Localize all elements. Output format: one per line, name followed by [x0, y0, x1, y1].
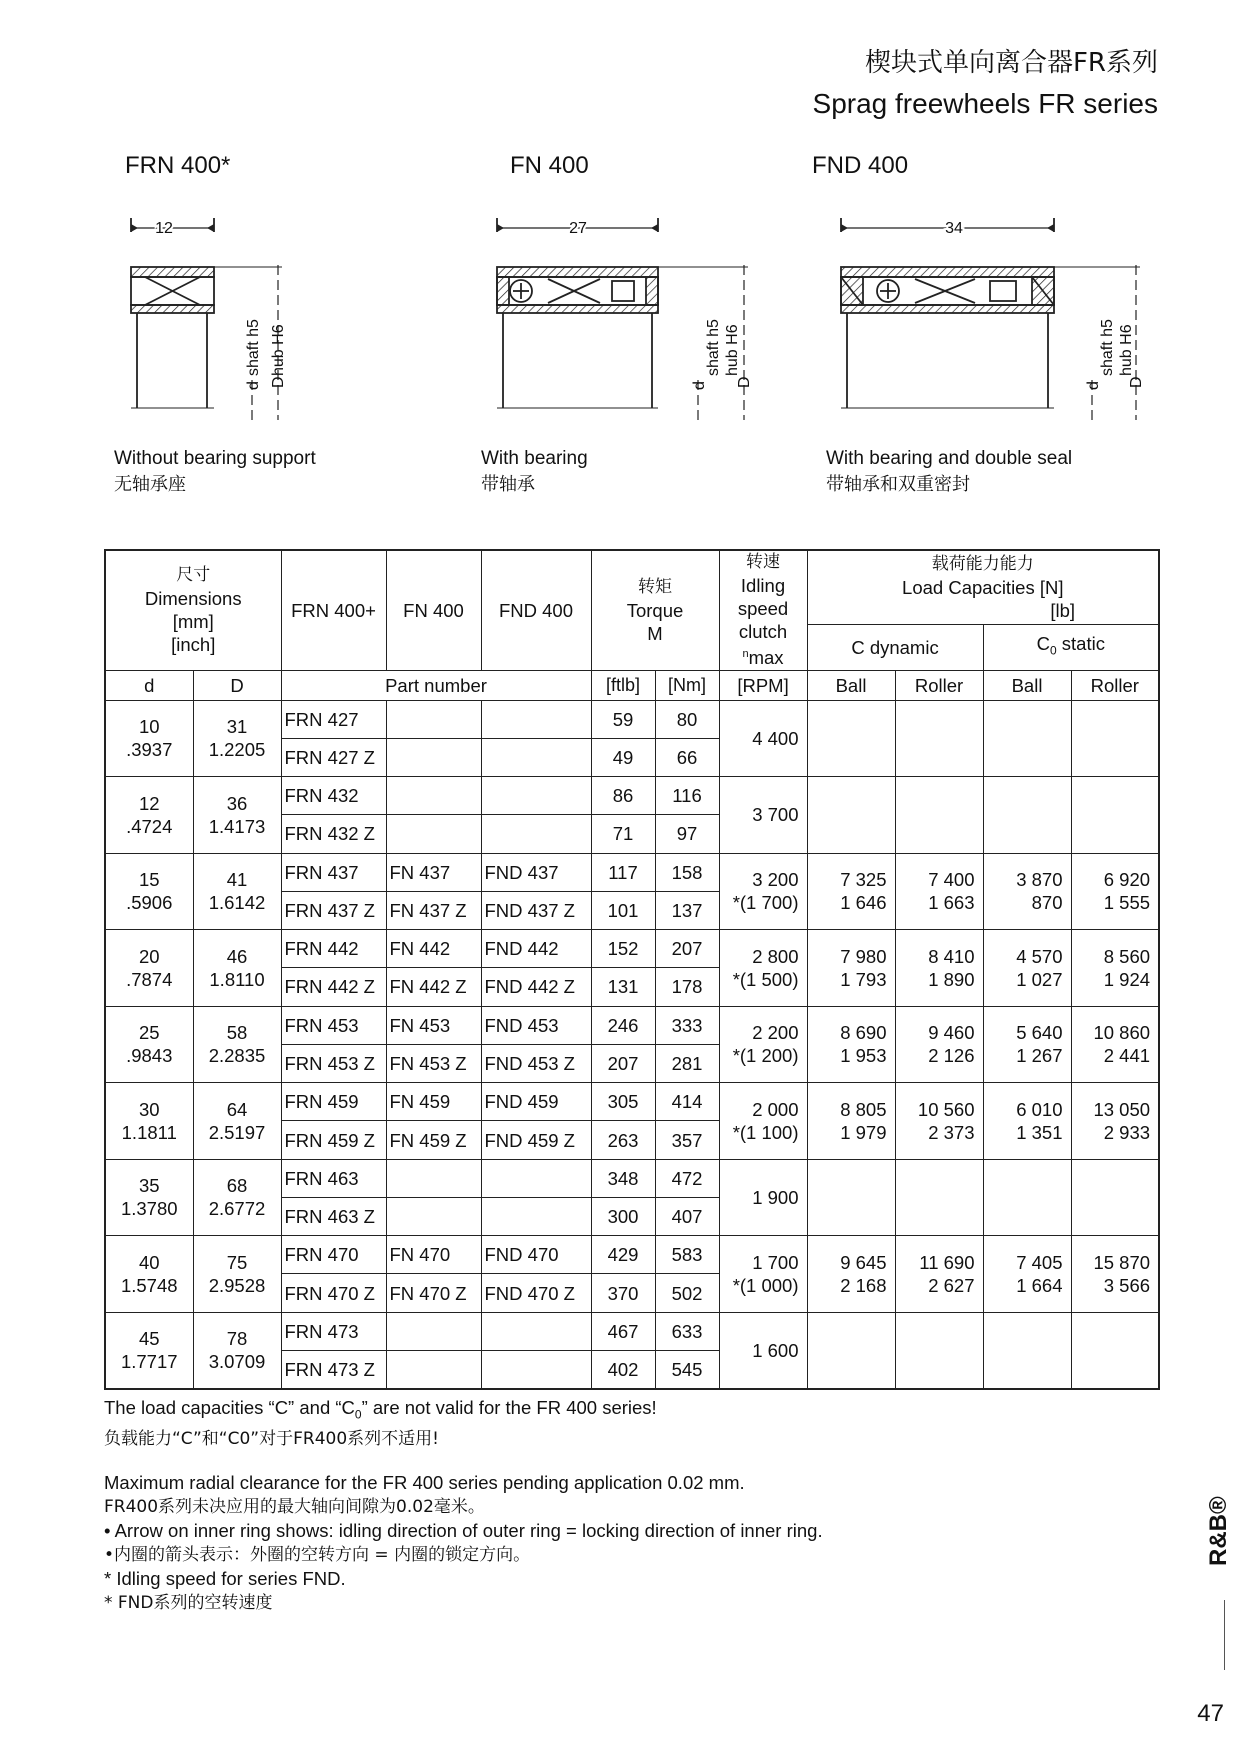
label-shaft-frn: shaft h5: [245, 319, 262, 376]
cell-nm-z: 545: [655, 1351, 719, 1389]
cell-fn-z: FN 453 Z: [386, 1044, 481, 1082]
diagram-fn: [497, 218, 748, 420]
header-roller-c: Roller: [895, 670, 983, 700]
cell-d: 12 .4724: [105, 777, 193, 854]
cell-d: 20 .7874: [105, 930, 193, 1007]
cell-fn: FN 470: [386, 1236, 481, 1274]
cell-nm-z: 407: [655, 1197, 719, 1235]
cell-fn: [386, 700, 481, 738]
cell-ftlb-z: 101: [591, 891, 655, 929]
cell-fnd: FND 437: [481, 853, 591, 891]
note-speed-en: * Idling speed for series FND.: [104, 1567, 346, 1589]
desc-frn: [114, 446, 316, 498]
cell-D: 36 1.4173: [193, 777, 281, 854]
cell-c0-ball: [983, 777, 1071, 854]
cell-frn-z: FRN 459 Z: [281, 1121, 386, 1159]
desc-fnd-en: With bearing and double seal: [826, 448, 1073, 469]
model-label-fnd: FND 400: [812, 152, 909, 179]
cell-rpm: 3 200 *(1 700): [719, 853, 807, 930]
header-ball-c0: Ball: [983, 670, 1071, 700]
cell-fnd: FND 453: [481, 1006, 591, 1044]
cell-nm-z: 97: [655, 815, 719, 853]
table-row: [105, 1159, 1159, 1197]
cell-rpm: 3 700: [719, 777, 807, 854]
cell-fn: [386, 1159, 481, 1197]
cell-D: 75 2.9528: [193, 1236, 281, 1313]
cell-ftlb: 59: [591, 700, 655, 738]
cell-frn-z: FRN 463 Z: [281, 1197, 386, 1235]
brand-text: R&B®: [1205, 1496, 1232, 1566]
cell-fnd: FND 459: [481, 1083, 591, 1121]
cell-d: 15 .5906: [105, 853, 193, 930]
cell-fn-z: [386, 815, 481, 853]
header-ball-c: Ball: [807, 670, 895, 700]
header-fnd: FND 400: [481, 550, 591, 670]
cell-c0-roller: 13 050 2 933: [1071, 1083, 1159, 1160]
cell-ftlb: 246: [591, 1006, 655, 1044]
freewheel-diagrams: [0, 0, 1258, 430]
note-arrow-en: • Arrow on inner ring shows: idling direction of outer ring = locking direction of inner ring.: [104, 1519, 823, 1541]
cell-ftlb: 152: [591, 930, 655, 968]
cell-fnd-z: [481, 815, 591, 853]
cell-frn: FRN 437: [281, 853, 386, 891]
cell-frn-z: FRN 442 Z: [281, 968, 386, 1006]
cell-c-ball: [807, 700, 895, 777]
table-row: [105, 853, 1159, 891]
cell-c0-ball: 3 870 870: [983, 853, 1071, 930]
cell-d: 25 .9843: [105, 1006, 193, 1083]
cell-rpm: 4 400: [719, 700, 807, 777]
cell-c-roller: 10 560 2 373: [895, 1083, 983, 1160]
cell-frn: FRN 470: [281, 1236, 386, 1274]
header-part-number: Part number: [281, 670, 591, 700]
cell-fnd-z: [481, 1351, 591, 1389]
label-D-frn: D: [270, 376, 287, 388]
header-fn: FN 400: [386, 550, 481, 670]
cell-c0-roller: [1071, 700, 1159, 777]
cell-frn-z: FRN 432 Z: [281, 815, 386, 853]
page-number: 47: [1197, 1700, 1224, 1727]
note-speed-cn: * FND系列的空转速度: [104, 1592, 273, 1613]
cell-c-ball: 8 805 1 979: [807, 1083, 895, 1160]
cell-fn-z: FN 437 Z: [386, 891, 481, 929]
cell-D: 64 2.5197: [193, 1083, 281, 1160]
cell-fn: FN 459: [386, 1083, 481, 1121]
cell-nm-z: 137: [655, 891, 719, 929]
cell-c0-roller: 15 870 3 566: [1071, 1236, 1159, 1313]
cell-fnd-z: FND 437 Z: [481, 891, 591, 929]
cell-fnd: [481, 1312, 591, 1350]
cell-D: 58 2.2835: [193, 1006, 281, 1083]
cell-c-roller: [895, 777, 983, 854]
cell-c0-ball: 6 010 1 351: [983, 1083, 1071, 1160]
desc-fnd-cn: 带轴承和双重密封: [826, 474, 970, 495]
cell-c0-roller: [1071, 1312, 1159, 1389]
dim-frn: 12: [155, 220, 173, 237]
desc-fn: [481, 446, 588, 498]
cell-rpm: 1 600: [719, 1312, 807, 1389]
cell-ftlb-z: 131: [591, 968, 655, 1006]
label-shaft-fnd: shaft h5: [1099, 319, 1116, 376]
desc-frn-en: Without bearing support: [114, 448, 316, 469]
cell-c0-ball: [983, 1312, 1071, 1389]
table-row: [105, 1006, 1159, 1044]
cell-fnd-z: [481, 738, 591, 776]
desc-fn-cn: 带轴承: [481, 474, 535, 495]
cell-fn-z: [386, 1197, 481, 1235]
cell-c0-ball: 5 640 1 267: [983, 1006, 1071, 1083]
cell-rpm: 1 900: [719, 1159, 807, 1236]
cell-c-roller: [895, 700, 983, 777]
cell-ftlb: 117: [591, 853, 655, 891]
cell-frn-z: FRN 437 Z: [281, 891, 386, 929]
cell-c0-roller: 10 860 2 441: [1071, 1006, 1159, 1083]
label-hub-fn: hub H6: [724, 324, 741, 376]
cell-D: 41 1.6142: [193, 853, 281, 930]
cell-fnd-z: FND 442 Z: [481, 968, 591, 1006]
cell-fn: FN 437: [386, 853, 481, 891]
cell-nm-z: 281: [655, 1044, 719, 1082]
header-load: 载荷能力能力 Load Capacities [N] [lb]: [807, 550, 1159, 624]
cell-c-ball: 7 325 1 646: [807, 853, 895, 930]
cell-frn: FRN 459: [281, 1083, 386, 1121]
header-rpm: [RPM]: [719, 670, 807, 700]
note-clearance-en: Maximum radial clearance for the FR 400 series pending application 0.02 mm.: [104, 1471, 745, 1493]
table-row: [105, 1083, 1159, 1121]
cell-c-roller: [895, 1312, 983, 1389]
header-frn: FRN 400+: [281, 550, 386, 670]
cell-ftlb-z: 370: [591, 1274, 655, 1312]
header-c-dynamic: C dynamic: [807, 624, 983, 670]
table-row: [105, 777, 1159, 815]
cell-fnd-z: FND 459 Z: [481, 1121, 591, 1159]
cell-ftlb-z: 71: [591, 815, 655, 853]
label-D-fn: D: [736, 376, 753, 388]
cell-fn-z: FN 459 Z: [386, 1121, 481, 1159]
cell-c0-roller: [1071, 1159, 1159, 1236]
cell-nm: 583: [655, 1236, 719, 1274]
cell-c-roller: [895, 1159, 983, 1236]
cell-fn: FN 453: [386, 1006, 481, 1044]
cell-nm: 158: [655, 853, 719, 891]
cell-frn-z: FRN 453 Z: [281, 1044, 386, 1082]
cell-frn: FRN 427: [281, 700, 386, 738]
cell-rpm: 2 800 *(1 500): [719, 930, 807, 1007]
table-row: [105, 700, 1159, 738]
cell-c0-roller: 6 920 1 555: [1071, 853, 1159, 930]
label-d-frn: d: [245, 381, 262, 390]
cell-fn: FN 442: [386, 930, 481, 968]
cell-D: 78 3.0709: [193, 1312, 281, 1389]
cell-fn-z: [386, 1351, 481, 1389]
notes: [104, 1396, 823, 1615]
cell-ftlb: 305: [591, 1083, 655, 1121]
cell-rpm: 2 000 *(1 100): [719, 1083, 807, 1160]
cell-ftlb: 467: [591, 1312, 655, 1350]
cell-nm: 414: [655, 1083, 719, 1121]
cell-D: 46 1.8110: [193, 930, 281, 1007]
cell-d: 45 1.7717: [105, 1312, 193, 1389]
cell-nm: 633: [655, 1312, 719, 1350]
header-speed: 转速 Idling speed clutch $^n$max: [719, 550, 807, 670]
side-divider: [1224, 1600, 1225, 1670]
table-row: [105, 930, 1159, 968]
cell-fnd-z: FND 470 Z: [481, 1274, 591, 1312]
note-clearance-cn: FR400系列未决应用的最大轴向间隙为0.02毫米。: [104, 1496, 485, 1517]
cell-ftlb-z: 402: [591, 1351, 655, 1389]
cell-c0-ball: [983, 1159, 1071, 1236]
cell-fnd-z: [481, 1197, 591, 1235]
cell-fn-z: FN 442 Z: [386, 968, 481, 1006]
cell-d: 30 1.1811: [105, 1083, 193, 1160]
cell-c-ball: 8 690 1 953: [807, 1006, 895, 1083]
cell-frn: FRN 453: [281, 1006, 386, 1044]
label-D-fnd: D: [1128, 376, 1145, 388]
cell-fn-z: [386, 738, 481, 776]
cell-c-roller: 8 410 1 890: [895, 930, 983, 1007]
cell-c0-ball: 7 405 1 664: [983, 1236, 1071, 1313]
label-d-fnd: d: [1085, 381, 1102, 390]
header-torque: 转矩 Torque M: [591, 550, 719, 670]
cell-rpm: 2 200 *(1 200): [719, 1006, 807, 1083]
header-ftlb: [ftlb]: [591, 670, 655, 700]
page-title-en: Sprag freewheels FR series: [812, 88, 1158, 119]
cell-c-ball: [807, 777, 895, 854]
brand-logo: [1196, 1490, 1236, 1570]
cell-nm-z: 66: [655, 738, 719, 776]
header-nm: [Nm]: [655, 670, 719, 700]
table-row: [105, 1312, 1159, 1350]
cell-c-roller: 11 690 2 627: [895, 1236, 983, 1313]
cell-ftlb-z: 300: [591, 1197, 655, 1235]
cell-D: 68 2.6772: [193, 1159, 281, 1236]
note-arrow-cn: •内圈的箭头表示：外圈的空转方向 = 内圈的锁定方向。: [104, 1544, 531, 1565]
header-c0-static: $C_0$ static: [983, 624, 1159, 670]
dim-fn: 27: [569, 220, 587, 237]
model-label-fn: FN 400: [510, 152, 589, 179]
cell-c0-roller: [1071, 777, 1159, 854]
cell-frn: FRN 463: [281, 1159, 386, 1197]
desc-frn-cn: 无轴承座: [114, 474, 186, 495]
cell-nm: 207: [655, 930, 719, 968]
model-label-frn: FRN 400*: [125, 152, 231, 179]
page-title-cn: 楔块式单向离合器FR系列: [864, 48, 1158, 78]
note-load-en: The load capacities “C” and “$C_0$” are not valid for the FR 400 series!: [104, 1397, 657, 1422]
cell-nm: 333: [655, 1006, 719, 1044]
cell-frn: FRN 432: [281, 777, 386, 815]
cell-rpm: 1 700 *(1 000): [719, 1236, 807, 1313]
dim-fnd: 34: [945, 220, 963, 237]
cell-ftlb-z: 207: [591, 1044, 655, 1082]
cell-c-roller: 9 460 2 126: [895, 1006, 983, 1083]
cell-c-ball: [807, 1159, 895, 1236]
cell-c-roller: 7 400 1 663: [895, 853, 983, 930]
cell-fnd: [481, 700, 591, 738]
cell-c-ball: 7 980 1 793: [807, 930, 895, 1007]
cell-fnd: FND 470: [481, 1236, 591, 1274]
cell-ftlb-z: 49: [591, 738, 655, 776]
table-row: [105, 1236, 1159, 1274]
cell-fn: [386, 777, 481, 815]
cell-fnd: FND 442: [481, 930, 591, 968]
header-dimensions: 尺寸 Dimensions [mm] [inch]: [105, 550, 281, 670]
cell-frn: FRN 442: [281, 930, 386, 968]
header-d: d: [105, 670, 193, 700]
cell-frn: FRN 473: [281, 1312, 386, 1350]
cell-fnd: [481, 777, 591, 815]
cell-c-ball: 9 645 2 168: [807, 1236, 895, 1313]
header-roller-c0: Roller: [1071, 670, 1159, 700]
cell-ftlb: 348: [591, 1159, 655, 1197]
cell-c0-ball: 4 570 1 027: [983, 930, 1071, 1007]
cell-nm-z: 502: [655, 1274, 719, 1312]
cell-fnd: [481, 1159, 591, 1197]
cell-nm: 472: [655, 1159, 719, 1197]
cell-d: 10 .3937: [105, 700, 193, 777]
desc-fnd: [826, 446, 1072, 498]
cell-fnd-z: FND 453 Z: [481, 1044, 591, 1082]
cell-D: 31 1.2205: [193, 700, 281, 777]
note-load-cn: 负载能力“C”和“C0”对于FR400系列不适用!: [104, 1428, 439, 1449]
cell-nm-z: 357: [655, 1121, 719, 1159]
specs-table: [104, 549, 1160, 1390]
label-d-fn: d: [691, 381, 708, 390]
desc-fn-en: With bearing: [481, 448, 588, 469]
cell-fn-z: FN 470 Z: [386, 1274, 481, 1312]
cell-c0-ball: [983, 700, 1071, 777]
cell-nm: 80: [655, 700, 719, 738]
label-hub-frn: hub H6: [270, 324, 287, 376]
cell-nm-z: 178: [655, 968, 719, 1006]
label-shaft-fn: shaft h5: [705, 319, 722, 376]
cell-d: 40 1.5748: [105, 1236, 193, 1313]
cell-ftlb: 86: [591, 777, 655, 815]
cell-c-ball: [807, 1312, 895, 1389]
label-hub-fnd: hub H6: [1118, 324, 1135, 376]
cell-frn-z: FRN 473 Z: [281, 1351, 386, 1389]
cell-c0-roller: 8 560 1 924: [1071, 930, 1159, 1007]
cell-d: 35 1.3780: [105, 1159, 193, 1236]
cell-nm: 116: [655, 777, 719, 815]
cell-frn-z: FRN 427 Z: [281, 738, 386, 776]
cell-frn-z: FRN 470 Z: [281, 1274, 386, 1312]
cell-fn: [386, 1312, 481, 1350]
cell-ftlb-z: 263: [591, 1121, 655, 1159]
header-D: D: [193, 670, 281, 700]
cell-ftlb: 429: [591, 1236, 655, 1274]
